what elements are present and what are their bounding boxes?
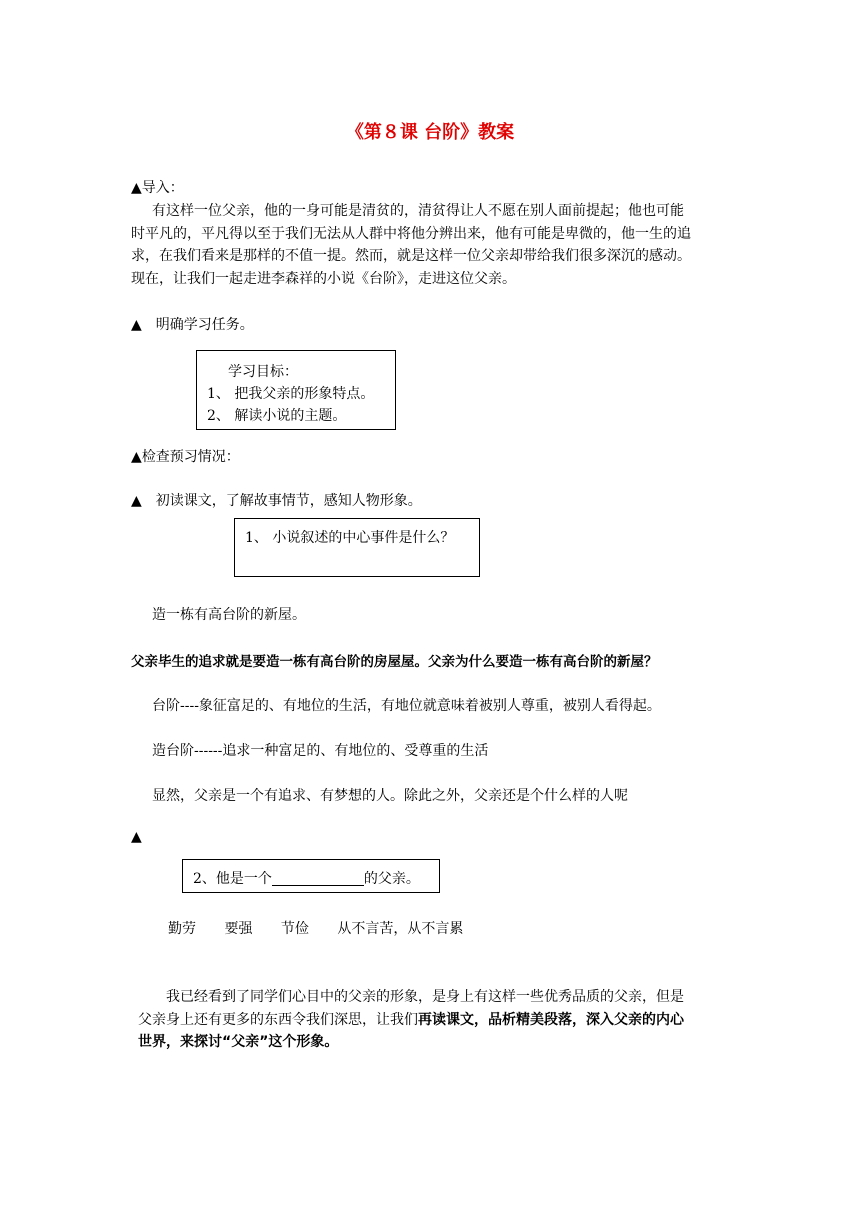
fill-blank-before: 2、他是一个: [193, 871, 272, 887]
fill-blank-after: 的父亲。: [363, 871, 420, 887]
fill-blank-line: [272, 871, 364, 886]
quality-1: 勤劳: [168, 921, 196, 937]
qualities-row: [168, 918, 463, 938]
learning-goals-title: 学习目标：: [228, 364, 298, 380]
learning-goal-2: 2、 解读小说的主题。: [207, 408, 347, 424]
intro-line-3: 求，在我们看来是那样的不值一提。然而，就是这样一位父亲却带给我们很多深沉的感动。: [131, 248, 691, 264]
quality-4: 从不言苦，从不言累: [337, 921, 464, 937]
closing-line-2: [138, 1009, 684, 1029]
document-title: 《第８课 台阶》教案: [345, 122, 515, 143]
quality-2: 要强: [224, 921, 253, 937]
learning-goals-box: [196, 350, 396, 430]
closing-line-3: 世界，来探讨“父亲”这个形象。: [138, 1034, 339, 1050]
preview-heading: ▲检查预习情况：: [131, 449, 240, 465]
fill-blank-box: [182, 859, 440, 893]
intro-line-1: 有这样一位父亲，他的一身可能是清贫的，清贫得让人不愿在别人面前提起；他也可能: [152, 203, 684, 219]
closing-line-2-normal: 父亲身上还有更多的东西令我们深思，让我们: [138, 1012, 418, 1028]
quality-3: 节俭: [280, 921, 309, 937]
question-box: [234, 518, 480, 577]
question-text: 1、 小说叙述的中心事件是什么？: [245, 530, 455, 546]
answer-text: 造一栋有高台阶的新屋。: [152, 607, 306, 623]
obviously-line: 显然，父亲是一个有追求、有梦想的人。除此之外，父亲还是个什么样的人呢: [152, 788, 628, 804]
intro-line-4: 现在，让我们一起走进李森祥的小说《台阶》，走进这位父亲。: [131, 271, 516, 287]
build-step-line: 造台阶------追求一种富足的、有地位的、受尊重的生活: [152, 743, 489, 759]
task-heading: ▲ 明确学习任务。: [131, 317, 254, 333]
first-read-heading: ▲ 初读课文，了解故事情节，感知人物形象。: [131, 493, 422, 509]
intro-heading: ▲导入：: [131, 180, 184, 196]
learning-goal-1: 1、 把我父亲的形象特点。: [207, 386, 375, 402]
bold-question: 父亲毕生的追求就是要造一栋有高台阶的房屋屋。父亲为什么要造一栋有高台阶的新屋？: [131, 654, 658, 670]
closing-line-1: 我已经看到了同学们心目中的父亲的形象，是身上有这样一些优秀品质的父亲，但是: [166, 989, 684, 1005]
intro-line-2: 时平凡的，平凡得以至于我们无法从人群中将他分辨出来，他有可能是卑微的，他一生的追: [131, 226, 691, 242]
closing-line-2-bold: 再读课文，品析精美段落，深入父亲的内心: [418, 1012, 684, 1028]
step-symbol-line: 台阶----象征富足的、有地位的生活，有地位就意味着被别人尊重，被别人看得起。: [152, 698, 661, 714]
triangle-marker: ▲: [131, 829, 142, 845]
